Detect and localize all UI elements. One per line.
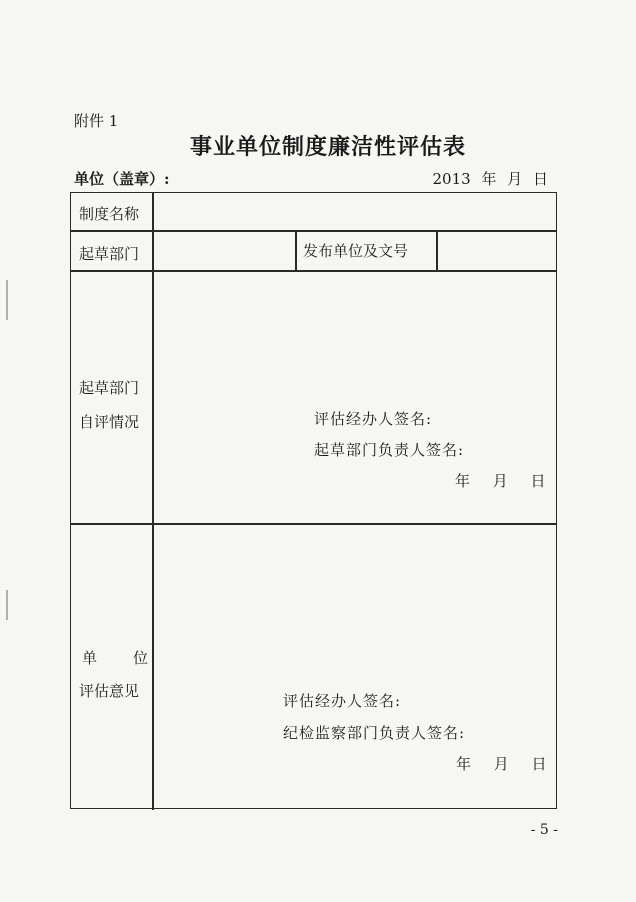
self-eval-label-line1: 起草部门: [79, 379, 140, 397]
row-divider: [71, 270, 556, 272]
unit-eval-label-char1: 单: [82, 649, 98, 667]
drafting-dept-label: 起草部门: [79, 245, 140, 263]
scan-edge-mark: [6, 280, 8, 320]
column-divider: [152, 193, 154, 810]
column-divider: [436, 230, 438, 270]
row-divider: [71, 523, 556, 525]
unit-eval-label-char2: 位: [133, 649, 149, 667]
self-eval-handler-signature: 评估经办人签名:: [314, 410, 433, 428]
self-eval-head-signature: 起草部门负责人签名:: [314, 441, 465, 459]
column-divider: [295, 230, 297, 270]
row-divider: [71, 230, 556, 232]
unit-eval-handler-signature: 评估经办人签名:: [283, 692, 402, 710]
issuer-doc-number-label: 发布单位及文号: [303, 242, 409, 260]
page-title: 事业单位制度廉洁性评估表: [189, 134, 466, 160]
unit-eval-date: 年 月 日: [456, 755, 547, 773]
issuer-doc-number-field[interactable]: [439, 233, 553, 268]
unit-eval-label-line2: 评估意见: [79, 682, 140, 700]
evaluation-form-table: [70, 192, 557, 809]
unit-seal-label: 单位（盖章）:: [74, 170, 170, 188]
attachment-label: 附件 1: [74, 112, 119, 130]
drafting-dept-field[interactable]: [155, 233, 293, 268]
scan-edge-mark: [6, 590, 8, 620]
self-eval-date: 年 月 日: [455, 472, 546, 490]
unit-eval-head-signature: 纪检监察部门负责人签名:: [283, 724, 466, 742]
form-date: 2013 年 月 日: [432, 170, 548, 188]
system-name-label: 制度名称: [79, 205, 140, 223]
system-name-field[interactable]: [155, 195, 553, 228]
self-eval-label-line2: 自评情况: [79, 413, 140, 431]
page-number: - 5 -: [530, 822, 558, 838]
